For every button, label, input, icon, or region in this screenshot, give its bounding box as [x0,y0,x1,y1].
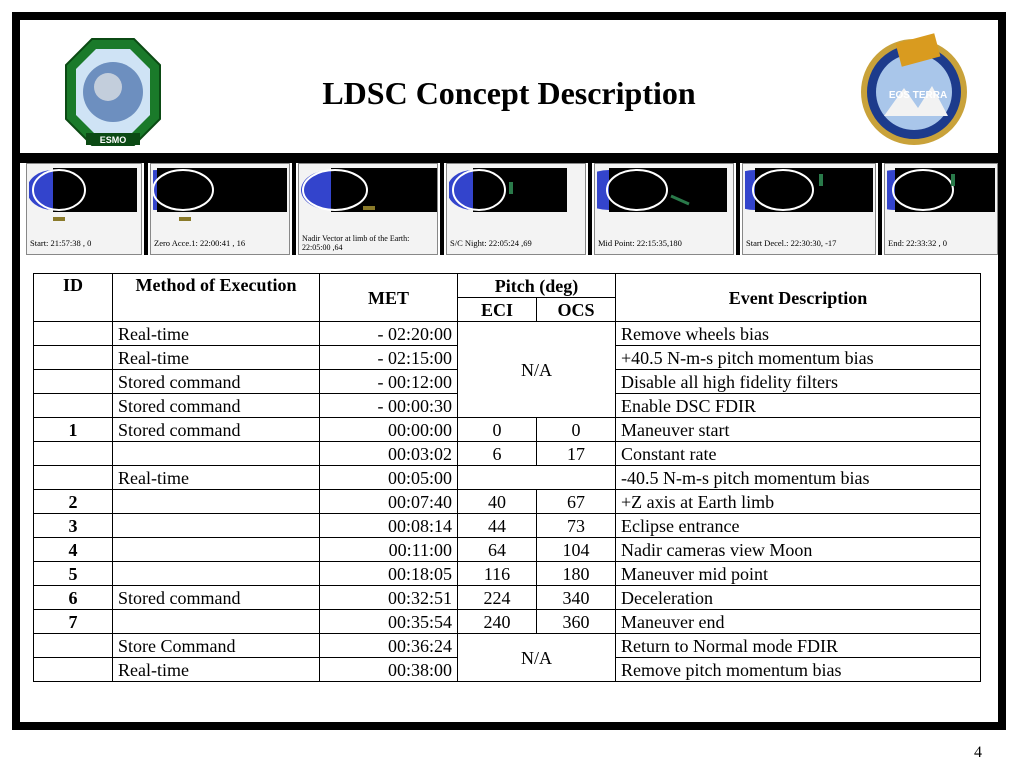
cell-id: 4 [34,538,113,562]
cell-method: Store Command [113,634,320,658]
header-id: ID [34,274,113,322]
sequence-image [298,163,438,255]
table-row [34,322,981,346]
cell-id [34,346,113,370]
cell-met: - 00:12:00 [320,370,458,394]
table-row [34,538,981,562]
cell-event: Deceleration [616,586,981,610]
cell-method [113,442,320,466]
slide-frame [12,12,1006,730]
cell-met: 00:08:14 [320,514,458,538]
cell-event: Constant rate [616,442,981,466]
cell-eci: 40 [458,490,537,514]
eos-terra-mission-logo-icon [858,28,970,150]
cell-met: - 02:20:00 [320,322,458,346]
cell-id [34,442,113,466]
cell-id [34,466,113,490]
sequence-image [446,163,586,255]
earth-attitude-diagram-icon [887,168,997,228]
cell-method [113,490,320,514]
page-number: 4 [974,744,982,761]
cell-id [34,634,113,658]
header-event: Event Description [616,274,981,322]
cell-event: Maneuver end [616,610,981,634]
panel-separator [588,163,592,255]
earth-attitude-diagram-icon [301,168,437,218]
cell-id: 5 [34,562,113,586]
sequence-image [742,163,876,255]
panel-separator [440,163,444,255]
cell-ocs: 17 [537,442,616,466]
cell-method [113,610,320,634]
cell-met: 00:03:02 [320,442,458,466]
cell-met: 00:36:24 [320,634,458,658]
cell-method [113,538,320,562]
cell-event: Remove pitch momentum bias [616,658,981,682]
panel-separator [144,163,148,255]
cell-eci: 64 [458,538,537,562]
table-row [34,490,981,514]
cell-met: 00:00:00 [320,418,458,442]
sequence-caption: Nadir Vector at limb of the Earth: 22:05:00 ,64 [302,234,410,252]
cell-id [34,394,113,418]
cell-event: Maneuver mid point [616,562,981,586]
cell-ocs: 0 [537,418,616,442]
table-row [34,442,981,466]
sequence-image [26,163,142,255]
eos-terra-logo-text: EOS TERRA [888,90,948,101]
cell-method: Real-time [113,466,320,490]
cell-met: 00:11:00 [320,538,458,562]
maneuver-sequence-strip [20,163,998,255]
sequence-image [150,163,290,255]
header-ocs: OCS [537,298,616,322]
page-title: LDSC Concept Description [322,75,696,111]
sequence-caption: Mid Point: 22:15:35,180 [598,238,682,248]
sequence-caption: Start: 21:57:38 , 0 [30,238,92,248]
cell-ocs: 360 [537,610,616,634]
cell-event: Disable all high fidelity filters [616,370,981,394]
header-met: MET [320,274,458,322]
sequence-image [884,163,998,255]
earth-attitude-diagram-icon [745,168,875,228]
cell-eci: 240 [458,610,537,634]
cell-ocs: 73 [537,514,616,538]
cell-method: Stored command [113,394,320,418]
cell-method [113,514,320,538]
table-row [34,514,981,538]
cell-event: Eclipse entrance [616,514,981,538]
table-row [34,466,981,490]
cell-eci: 116 [458,562,537,586]
cell-id: 3 [34,514,113,538]
cell-method [113,562,320,586]
cell-id: 1 [34,418,113,442]
sequence-caption: End: 22:33:32 , 0 [888,238,948,248]
table-row [34,586,981,610]
cell-met: 00:18:05 [320,562,458,586]
cell-eci: 224 [458,586,537,610]
cell-pitch-empty [458,466,616,490]
earth-attitude-diagram-icon [153,168,289,228]
cell-ocs: 180 [537,562,616,586]
cell-id [34,658,113,682]
header-divider [20,153,998,163]
cell-method: Stored command [113,370,320,394]
cell-event: Enable DSC FDIR [616,394,981,418]
panel-separator [292,163,296,255]
header-pitch: Pitch (deg) [458,274,616,298]
earth-attitude-diagram-icon [597,168,733,228]
cell-event: Nadir cameras view Moon [616,538,981,562]
cell-event: +40.5 N-m-s pitch momentum bias [616,346,981,370]
cell-met: 00:32:51 [320,586,458,610]
cell-method: Stored command [113,586,320,610]
earth-attitude-diagram-icon [449,168,585,228]
panel-separator [878,163,882,255]
table-row [34,610,981,634]
esmo-logo-text: ESMO [99,135,127,145]
cell-event: +Z axis at Earth limb [616,490,981,514]
cell-ocs: 340 [537,586,616,610]
cell-eci: 44 [458,514,537,538]
cell-id: 2 [34,490,113,514]
table-header-row [34,274,981,298]
header-eci: ECI [458,298,537,322]
slide-header [20,20,998,152]
cell-met: - 00:00:30 [320,394,458,418]
cell-event: Return to Normal mode FDIR [616,634,981,658]
cell-event: Maneuver start [616,418,981,442]
cell-method: Real-time [113,346,320,370]
panel-separator [736,163,740,255]
cell-eci: 0 [458,418,537,442]
cell-id: 6 [34,586,113,610]
sequence-image [594,163,734,255]
cell-id: 7 [34,610,113,634]
cell-pitch-na: N/A [458,634,616,682]
cell-event: -40.5 N-m-s pitch momentum bias [616,466,981,490]
sequence-caption: Start Decel.: 22:30:30, -17 [746,238,837,248]
table-row [34,634,981,658]
sequence-caption: S/C Night: 22:05:24 ,69 [450,238,532,248]
cell-id [34,322,113,346]
cell-met: 00:38:00 [320,658,458,682]
cell-method: Stored command [113,418,320,442]
cell-id [34,370,113,394]
cell-eci: 6 [458,442,537,466]
cell-met: 00:05:00 [320,466,458,490]
cell-method: Real-time [113,658,320,682]
maneuver-events-table [33,273,981,682]
cell-pitch-na: N/A [458,322,616,418]
header-method: Method of Execution [113,274,320,322]
cell-met: 00:07:40 [320,490,458,514]
cell-method: Real-time [113,322,320,346]
cell-event: Remove wheels bias [616,322,981,346]
sequence-caption: Zero Acce.1: 22:00:41 , 16 [154,238,246,248]
cell-met: 00:35:54 [320,610,458,634]
cell-met: - 02:15:00 [320,346,458,370]
table-row [34,418,981,442]
cell-ocs: 67 [537,490,616,514]
table-row [34,562,981,586]
cell-ocs: 104 [537,538,616,562]
earth-attitude-diagram-icon [29,168,141,228]
